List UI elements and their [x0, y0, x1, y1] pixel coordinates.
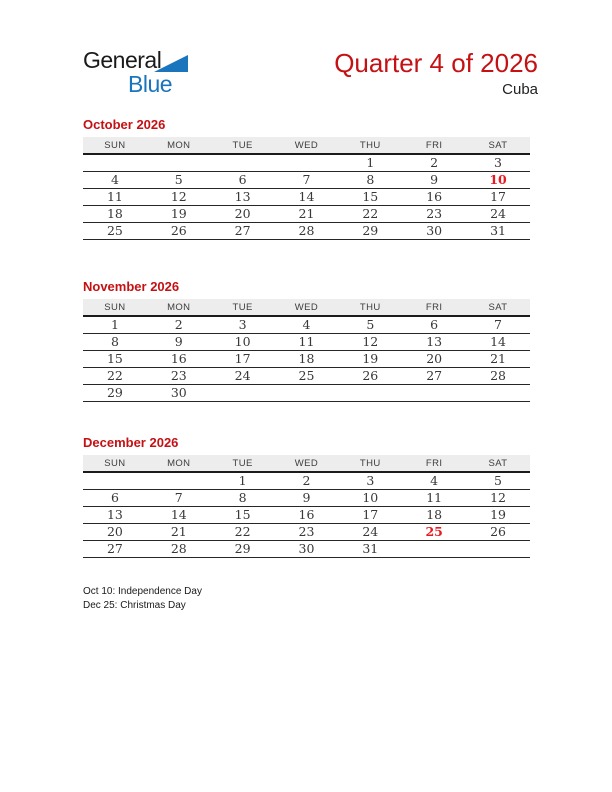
day-cell-9: 9 — [147, 333, 211, 350]
day-cell-3: 3 — [338, 472, 402, 489]
day-header-sat: SAT — [466, 455, 530, 472]
day-cell-24: 24 — [466, 205, 530, 222]
day-cell-14: 14 — [147, 506, 211, 523]
day-cell-empty — [402, 540, 466, 557]
day-cell-4: 4 — [83, 171, 147, 188]
day-cell-9: 9 — [402, 171, 466, 188]
month-section-november — [83, 279, 530, 402]
day-cell-11: 11 — [275, 333, 339, 350]
day-cell-16: 16 — [402, 188, 466, 205]
logo-text-general: General — [83, 47, 162, 73]
day-cell-7: 7 — [275, 171, 339, 188]
day-cell-10: 10 — [466, 171, 530, 188]
week-row — [83, 316, 530, 333]
day-header-thu: THU — [338, 137, 402, 154]
month-title-november: November 2026 — [83, 279, 180, 294]
day-header-thu: THU — [338, 455, 402, 472]
day-cell-4: 4 — [402, 472, 466, 489]
day-cell-empty — [275, 154, 339, 171]
day-cell-12: 12 — [466, 489, 530, 506]
day-cell-5: 5 — [338, 316, 402, 333]
day-cell-29: 29 — [211, 540, 275, 557]
day-cell-22: 22 — [338, 205, 402, 222]
week-row — [83, 205, 530, 222]
day-cell-1: 1 — [338, 154, 402, 171]
day-cell-26: 26 — [466, 523, 530, 540]
logo-triangle-icon — [154, 55, 188, 72]
week-row — [83, 367, 530, 384]
day-cell-25: 25 — [402, 523, 466, 540]
day-cell-empty — [275, 384, 339, 401]
day-cell-25: 25 — [275, 367, 339, 384]
day-header-fri: FRI — [402, 455, 466, 472]
week-row — [83, 350, 530, 367]
day-cell-20: 20 — [402, 350, 466, 367]
day-cell-5: 5 — [147, 171, 211, 188]
day-header-sun: SUN — [83, 137, 147, 154]
day-cell-empty — [83, 154, 147, 171]
day-cell-23: 23 — [275, 523, 339, 540]
day-cell-17: 17 — [211, 350, 275, 367]
day-cell-31: 31 — [466, 222, 530, 239]
day-cell-17: 17 — [338, 506, 402, 523]
day-header-wed: WED — [275, 299, 339, 316]
week-row — [83, 154, 530, 171]
day-header-fri: FRI — [402, 299, 466, 316]
day-cell-14: 14 — [275, 188, 339, 205]
day-cell-11: 11 — [402, 489, 466, 506]
day-cell-9: 9 — [275, 489, 339, 506]
week-row — [83, 188, 530, 205]
day-cell-1: 1 — [211, 472, 275, 489]
week-row — [83, 489, 530, 506]
day-cell-22: 22 — [211, 523, 275, 540]
day-header-mon: MON — [147, 299, 211, 316]
day-header-sun: SUN — [83, 455, 147, 472]
day-cell-3: 3 — [466, 154, 530, 171]
day-cell-10: 10 — [338, 489, 402, 506]
day-cell-26: 26 — [147, 222, 211, 239]
day-cell-empty — [147, 472, 211, 489]
day-header-wed: WED — [275, 455, 339, 472]
day-cell-1: 1 — [83, 316, 147, 333]
day-cell-31: 31 — [338, 540, 402, 557]
day-cell-27: 27 — [402, 367, 466, 384]
day-cell-8: 8 — [338, 171, 402, 188]
day-cell-21: 21 — [147, 523, 211, 540]
week-row — [83, 540, 530, 557]
day-cell-15: 15 — [83, 350, 147, 367]
calendar-table-december — [83, 455, 530, 558]
day-cell-27: 27 — [211, 222, 275, 239]
day-cell-3: 3 — [211, 316, 275, 333]
day-cell-2: 2 — [402, 154, 466, 171]
holiday-notes — [83, 585, 202, 612]
day-cell-empty — [466, 384, 530, 401]
week-row — [83, 384, 530, 401]
day-cell-empty — [211, 384, 275, 401]
day-cell-7: 7 — [466, 316, 530, 333]
logo-text-blue: Blue — [128, 71, 173, 97]
day-cell-30: 30 — [147, 384, 211, 401]
week-row — [83, 506, 530, 523]
day-cell-8: 8 — [83, 333, 147, 350]
day-cell-empty — [338, 384, 402, 401]
day-header-sat: SAT — [466, 299, 530, 316]
month-section-october — [83, 117, 530, 240]
day-cell-19: 19 — [466, 506, 530, 523]
day-cell-10: 10 — [211, 333, 275, 350]
day-cell-6: 6 — [83, 489, 147, 506]
day-cell-7: 7 — [147, 489, 211, 506]
day-cell-29: 29 — [83, 384, 147, 401]
day-cell-20: 20 — [83, 523, 147, 540]
day-cell-empty — [147, 154, 211, 171]
day-header-row — [83, 299, 530, 316]
week-row — [83, 222, 530, 239]
page-title: Quarter 4 of 2026 — [334, 48, 538, 78]
day-cell-13: 13 — [211, 188, 275, 205]
day-cell-6: 6 — [211, 171, 275, 188]
day-cell-19: 19 — [338, 350, 402, 367]
day-cell-21: 21 — [275, 205, 339, 222]
day-cell-empty — [402, 384, 466, 401]
day-cell-24: 24 — [211, 367, 275, 384]
header-title-block — [334, 48, 538, 100]
day-cell-4: 4 — [275, 316, 339, 333]
day-header-tue: TUE — [211, 455, 275, 472]
day-cell-29: 29 — [338, 222, 402, 239]
month-section-december — [83, 435, 530, 558]
day-cell-11: 11 — [83, 188, 147, 205]
day-cell-8: 8 — [211, 489, 275, 506]
day-cell-23: 23 — [147, 367, 211, 384]
day-header-thu: THU — [338, 299, 402, 316]
day-cell-22: 22 — [83, 367, 147, 384]
day-cell-14: 14 — [466, 333, 530, 350]
day-cell-27: 27 — [83, 540, 147, 557]
day-header-wed: WED — [275, 137, 339, 154]
day-header-sat: SAT — [466, 137, 530, 154]
holiday-note-independence-day: Oct 10: Independence Day — [83, 586, 202, 597]
day-cell-28: 28 — [466, 367, 530, 384]
calendar-table-november — [83, 299, 530, 402]
day-cell-24: 24 — [338, 523, 402, 540]
day-header-row — [83, 455, 530, 472]
day-cell-15: 15 — [211, 506, 275, 523]
day-cell-21: 21 — [466, 350, 530, 367]
day-cell-30: 30 — [275, 540, 339, 557]
day-cell-18: 18 — [402, 506, 466, 523]
day-cell-28: 28 — [147, 540, 211, 557]
day-header-fri: FRI — [402, 137, 466, 154]
day-cell-17: 17 — [466, 188, 530, 205]
day-header-tue: TUE — [211, 299, 275, 316]
day-header-mon: MON — [147, 137, 211, 154]
day-cell-25: 25 — [83, 222, 147, 239]
day-cell-19: 19 — [147, 205, 211, 222]
day-cell-6: 6 — [402, 316, 466, 333]
day-cell-23: 23 — [402, 205, 466, 222]
day-cell-2: 2 — [275, 472, 339, 489]
day-cell-18: 18 — [83, 205, 147, 222]
month-title-october: October 2026 — [83, 117, 166, 132]
day-cell-empty — [83, 472, 147, 489]
week-row — [83, 523, 530, 540]
day-cell-empty — [211, 154, 275, 171]
day-cell-5: 5 — [466, 472, 530, 489]
day-header-sun: SUN — [83, 299, 147, 316]
week-row — [83, 472, 530, 489]
day-cell-30: 30 — [402, 222, 466, 239]
day-cell-16: 16 — [147, 350, 211, 367]
day-cell-15: 15 — [338, 188, 402, 205]
day-cell-2: 2 — [147, 316, 211, 333]
week-row — [83, 171, 530, 188]
day-cell-13: 13 — [83, 506, 147, 523]
country-label: Cuba — [502, 81, 538, 98]
week-row — [83, 333, 530, 350]
day-cell-16: 16 — [275, 506, 339, 523]
holiday-note-christmas-day: Dec 25: Christmas Day — [83, 599, 186, 611]
day-cell-28: 28 — [275, 222, 339, 239]
day-cell-18: 18 — [275, 350, 339, 367]
day-cell-13: 13 — [402, 333, 466, 350]
day-header-row — [83, 137, 530, 154]
month-title-december: December 2026 — [83, 435, 179, 450]
general-blue-logo — [83, 47, 203, 97]
day-header-tue: TUE — [211, 137, 275, 154]
day-cell-empty — [466, 540, 530, 557]
calendar-table-october — [83, 137, 530, 240]
day-cell-12: 12 — [338, 333, 402, 350]
day-cell-20: 20 — [211, 205, 275, 222]
day-header-mon: MON — [147, 455, 211, 472]
day-cell-12: 12 — [147, 188, 211, 205]
day-cell-26: 26 — [338, 367, 402, 384]
